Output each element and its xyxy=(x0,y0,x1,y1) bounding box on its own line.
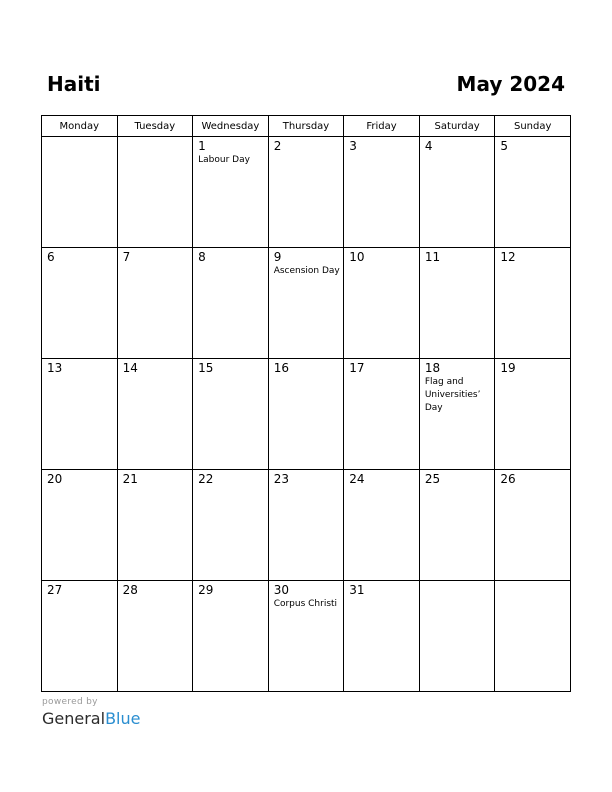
day-number: 23 xyxy=(273,472,289,486)
day-number: 12 xyxy=(500,250,516,264)
week-row xyxy=(42,359,571,470)
day-cell-content xyxy=(344,581,419,597)
day-cell-content xyxy=(118,137,193,139)
day-cell-content xyxy=(42,137,117,139)
day-cell xyxy=(419,359,495,470)
day-cell xyxy=(344,581,420,692)
day-cell-content xyxy=(495,248,570,264)
week-row xyxy=(42,470,571,581)
day-cell-content xyxy=(344,248,419,264)
day-cell-content xyxy=(193,359,268,375)
day-cell xyxy=(117,137,193,248)
day-cell xyxy=(495,581,571,692)
footer-branding xyxy=(42,697,140,729)
holiday-label: Labour Day xyxy=(198,155,250,165)
week-row xyxy=(42,137,571,248)
day-number: 7 xyxy=(122,250,131,264)
day-number: 20 xyxy=(47,472,63,486)
day-number: 10 xyxy=(349,250,365,264)
day-cell-content xyxy=(42,470,117,486)
day-cell-content xyxy=(42,581,117,597)
day-cell xyxy=(42,359,118,470)
calendar-body xyxy=(42,137,571,692)
day-cell xyxy=(419,581,495,692)
day-cell-content xyxy=(269,359,344,375)
brand-blue-text: Blue xyxy=(105,709,141,728)
day-cell-content xyxy=(118,248,193,264)
day-cell xyxy=(117,581,193,692)
day-number: 6 xyxy=(47,250,55,264)
day-cell xyxy=(495,470,571,581)
calendar-grid xyxy=(41,115,571,692)
day-cell-content xyxy=(118,581,193,597)
powered-by-text: powered by xyxy=(42,697,98,707)
day-cell-content xyxy=(344,359,419,375)
brand-logo xyxy=(42,709,140,729)
week-row xyxy=(42,248,571,359)
day-number: 2 xyxy=(273,139,282,153)
day-cell xyxy=(495,248,571,359)
day-cell-content xyxy=(495,581,570,583)
day-number: 15 xyxy=(198,361,214,375)
day-cell xyxy=(268,470,344,581)
day-cell xyxy=(193,248,269,359)
day-number: 28 xyxy=(122,583,138,597)
day-cell-content xyxy=(420,581,495,583)
weekday-header-wednesday: Wednesday xyxy=(193,116,269,137)
day-number: 16 xyxy=(273,361,289,375)
weekday-header-row xyxy=(42,116,571,137)
day-number: 19 xyxy=(500,361,516,375)
day-cell-content xyxy=(420,470,495,486)
day-cell xyxy=(42,470,118,581)
day-cell xyxy=(419,248,495,359)
day-cell-content xyxy=(269,581,344,611)
day-cell-content xyxy=(495,470,570,486)
day-cell xyxy=(268,581,344,692)
day-cell xyxy=(193,581,269,692)
day-number: 18 xyxy=(424,361,441,375)
day-cell-content xyxy=(193,248,268,264)
weekday-header-friday: Friday xyxy=(344,116,420,137)
day-cell xyxy=(193,470,269,581)
day-cell-content xyxy=(344,137,419,153)
day-cell-content xyxy=(193,581,268,597)
day-cell-content xyxy=(42,359,117,375)
month-year-title: May 2024 xyxy=(456,72,565,96)
brand-general-text: General xyxy=(42,709,106,728)
day-cell-content xyxy=(42,248,117,264)
day-cell xyxy=(193,359,269,470)
day-cell xyxy=(117,248,193,359)
day-number: 25 xyxy=(424,472,441,486)
day-cell-content xyxy=(269,470,344,486)
weekday-header-monday: Monday xyxy=(42,116,118,137)
holiday-label: Corpus Christi xyxy=(273,599,338,609)
day-cell xyxy=(42,248,118,359)
day-cell xyxy=(344,248,420,359)
day-number: 4 xyxy=(424,139,433,153)
day-number: 14 xyxy=(122,361,138,375)
weekday-header-saturday: Saturday xyxy=(419,116,495,137)
weekday-header-thursday: Thursday xyxy=(268,116,344,137)
day-cell-content xyxy=(118,470,193,486)
day-cell-content xyxy=(193,470,268,486)
country-title: Haiti xyxy=(47,72,101,96)
weekday-header-sunday: Sunday xyxy=(495,116,571,137)
day-number: 5 xyxy=(500,139,509,153)
day-cell-content xyxy=(193,137,268,167)
day-cell xyxy=(495,137,571,248)
day-cell-content xyxy=(269,248,344,278)
day-number: 1 xyxy=(198,139,206,153)
day-cell xyxy=(193,137,269,248)
holiday-label: Flag and Universities’ Day xyxy=(424,377,481,413)
day-cell xyxy=(344,359,420,470)
day-cell xyxy=(344,470,420,581)
day-number: 9 xyxy=(273,250,282,264)
day-cell xyxy=(268,137,344,248)
day-number: 8 xyxy=(198,250,206,264)
day-number: 13 xyxy=(47,361,63,375)
day-number: 11 xyxy=(424,250,441,264)
day-number: 17 xyxy=(349,361,365,375)
day-cell xyxy=(42,581,118,692)
day-cell-content xyxy=(495,137,570,153)
day-cell-content xyxy=(495,359,570,375)
day-cell-content xyxy=(420,248,495,264)
day-number: 3 xyxy=(349,139,357,153)
day-cell xyxy=(419,137,495,248)
day-number: 31 xyxy=(349,583,365,597)
day-cell xyxy=(268,359,344,470)
day-cell xyxy=(42,137,118,248)
day-cell-content xyxy=(420,137,495,153)
day-cell-content xyxy=(420,359,495,415)
day-number: 21 xyxy=(122,472,138,486)
day-cell xyxy=(117,359,193,470)
day-number: 27 xyxy=(47,583,63,597)
day-cell xyxy=(495,359,571,470)
day-cell xyxy=(344,137,420,248)
week-row xyxy=(42,581,571,692)
day-cell xyxy=(117,470,193,581)
holiday-label: Ascension Day xyxy=(273,266,340,276)
day-number: 29 xyxy=(198,583,214,597)
day-cell xyxy=(419,470,495,581)
day-number: 26 xyxy=(500,472,516,486)
day-number: 30 xyxy=(273,583,289,597)
day-cell xyxy=(268,248,344,359)
weekday-header-tuesday: Tuesday xyxy=(117,116,193,137)
day-cell-content xyxy=(269,137,344,153)
day-cell-content xyxy=(118,359,193,375)
day-cell-content xyxy=(344,470,419,486)
day-number: 24 xyxy=(349,472,365,486)
day-number: 22 xyxy=(198,472,214,486)
